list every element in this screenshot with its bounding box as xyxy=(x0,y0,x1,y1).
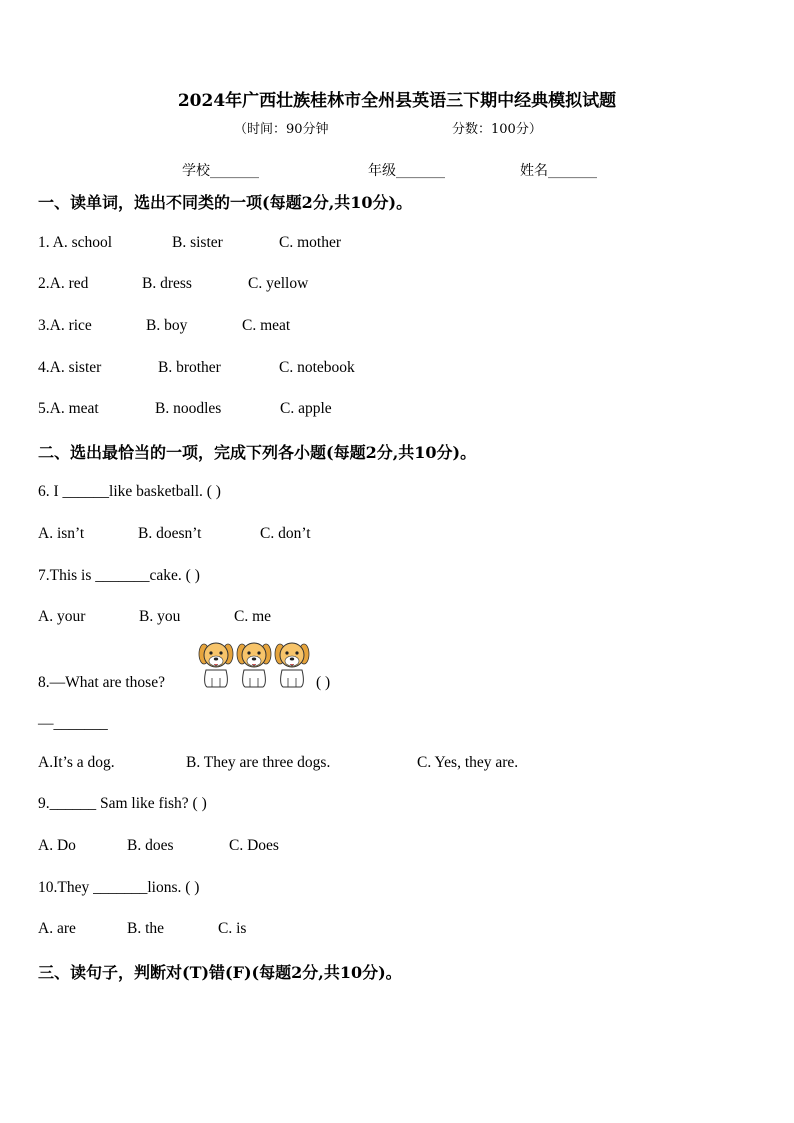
q2-option-c: C. yellow xyxy=(248,275,309,292)
q2-option-b: B. dress xyxy=(142,275,192,292)
q10-stem: 10.They _______lions. ( ) xyxy=(38,879,200,896)
q3-option-c: C. meat xyxy=(242,317,291,334)
q1-option-c: C. mother xyxy=(279,234,341,251)
name-field[interactable]: 姓名_______ xyxy=(520,163,597,179)
q9-stem: 9.______ Sam like fish? ( ) xyxy=(38,795,207,812)
q9-option-c: C. Does xyxy=(229,837,279,854)
total-score: 分数：100分） xyxy=(452,122,542,137)
q10-option-c: C. is xyxy=(218,920,247,937)
q4-option-a: 4.A. sister xyxy=(38,359,102,376)
q6-stem: 6. I ______like basketball. ( ) xyxy=(38,483,221,500)
q5-option-c: C. apple xyxy=(280,400,332,417)
section-1-heading: 一、读单词，选出不同类的一项(每题2分,共10分)。 xyxy=(38,193,413,212)
q7-stem: 7.This is _______cake. ( ) xyxy=(38,567,200,584)
q6-option-c: C. don’t xyxy=(260,525,311,542)
q1-option-a: 1. A. school xyxy=(38,234,113,251)
time-limit: （时间：90分钟 xyxy=(234,122,329,137)
q5-option-b: B. noodles xyxy=(155,400,222,417)
page-title: 2024年广西壮族桂林市全州县英语三下期中经典模拟试题 xyxy=(177,91,617,111)
q8-option-c: C. Yes, they are. xyxy=(417,754,519,771)
q8-answer-paren: ( ) xyxy=(316,674,331,691)
grade-field[interactable]: 年级_______ xyxy=(368,163,445,179)
q3-option-b: B. boy xyxy=(146,317,188,334)
q7-option-a: A. your xyxy=(38,608,86,625)
q10-option-a: A. are xyxy=(38,920,76,937)
q9-option-a: A. Do xyxy=(38,837,76,854)
q4-option-c: C. notebook xyxy=(279,359,355,376)
q10-option-b: B. the xyxy=(127,920,165,937)
q7-option-b: B. you xyxy=(139,608,181,625)
q8-option-b: B. They are three dogs. xyxy=(186,754,331,771)
q6-option-a: A. isn’t xyxy=(38,525,85,542)
school-field[interactable]: 学校_______ xyxy=(182,163,259,179)
q1-option-b: B. sister xyxy=(172,234,223,251)
q6-option-b: B. doesn’t xyxy=(138,525,202,542)
q4-option-b: B. brother xyxy=(158,359,221,376)
q9-option-b: B. does xyxy=(127,837,174,854)
q8-stem: 8.—What are those? xyxy=(38,674,165,691)
q2-option-a: 2.A. red xyxy=(38,275,89,292)
q8-answer-line: —_______ xyxy=(38,715,108,732)
section-3-heading: 三、读句子，判断对(T)错(F)(每题2分,共10分)。 xyxy=(38,963,402,982)
q3-option-a: 3.A. rice xyxy=(38,317,92,334)
q7-option-c: C. me xyxy=(234,608,272,625)
q5-option-a: 5.A. meat xyxy=(38,400,99,417)
three-dogs-icon xyxy=(197,640,311,690)
section-2-heading: 二、选出最恰当的一项，完成下列各小题(每题2分,共10分)。 xyxy=(38,443,477,462)
q8-option-a: A.It’s a dog. xyxy=(38,754,115,771)
